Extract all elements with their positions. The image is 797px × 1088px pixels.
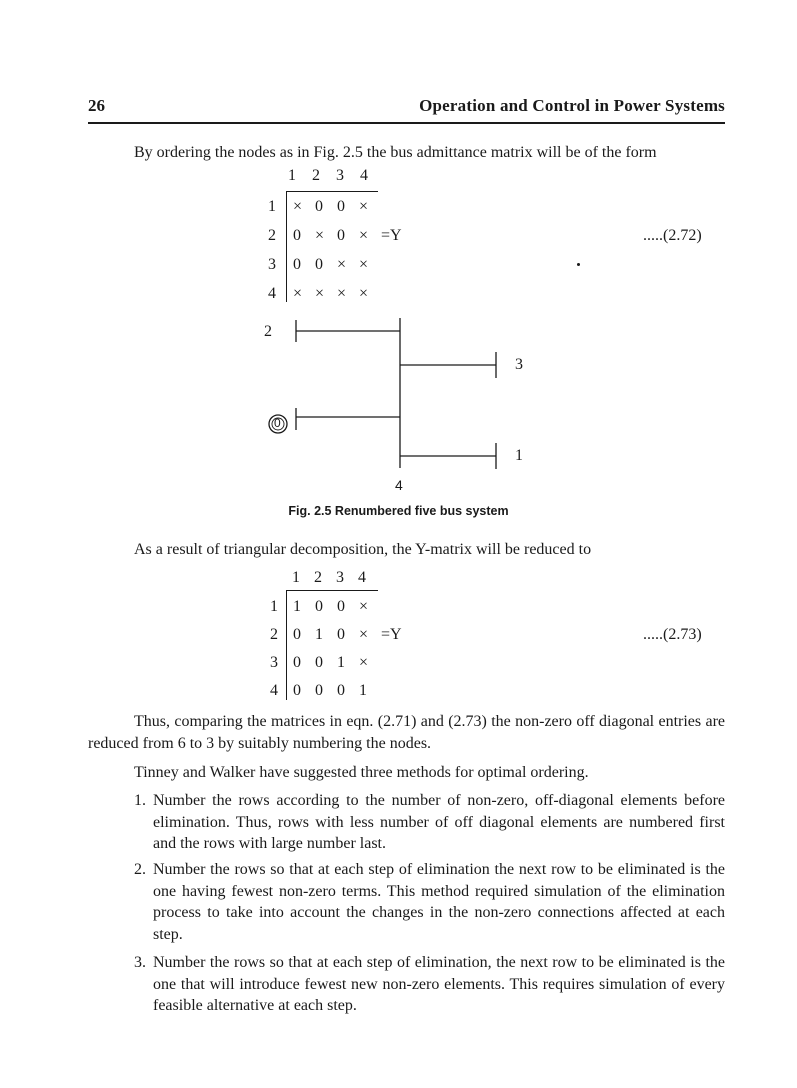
bus-label-0: 0 <box>274 416 281 430</box>
m1-top-rule <box>286 191 378 192</box>
m1-cell: 0 <box>337 198 345 215</box>
bus-label-4: 4 <box>395 477 403 493</box>
tinney-paragraph: Tinney and Walker have suggested three methods for optimal ordering. <box>134 764 589 781</box>
m2-cell: × <box>359 626 369 643</box>
m2-rhs: =Y <box>381 626 402 643</box>
running-title: Operation and Control in Power Systems <box>419 96 725 115</box>
bus-label-1: 1 <box>515 447 523 464</box>
m1-row-label-3: 3 <box>268 256 276 273</box>
m2-cell: 0 <box>293 626 301 643</box>
m2-cell: 0 <box>293 654 301 671</box>
m1-rhs: =Y <box>381 227 402 244</box>
list-number: 1. <box>134 792 146 809</box>
m1-cell: 0 <box>315 256 323 273</box>
m1-cell: × <box>359 198 369 215</box>
m2-cell: 1 <box>315 626 323 643</box>
bus-diagram <box>250 310 550 500</box>
m2-cell: 0 <box>337 598 345 615</box>
m1-cell: 0 <box>337 227 345 244</box>
bus-label-3: 3 <box>515 356 523 373</box>
m1-cell: 0 <box>293 256 301 273</box>
list-text: Number the rows so that at each step of elimination the next row to be eliminated is the one having fewest non-zero terms. This method required simulation of the elimination process to take into account the changes in the non-zero connections affected at each step. <box>153 861 725 943</box>
m1-row-label-1: 1 <box>268 198 276 215</box>
m1-cell: × <box>359 256 369 273</box>
m2-cell: 0 <box>337 682 345 699</box>
m1-cell: × <box>293 285 303 302</box>
list-item <box>134 790 725 855</box>
m2-cell: 0 <box>315 598 323 615</box>
stray-dot <box>577 263 580 266</box>
figure-caption: Fig. 2.5 Renumbered five bus system <box>288 504 509 518</box>
m2-cell: 0 <box>315 682 323 699</box>
m1-cell: 0 <box>315 198 323 215</box>
m1-cell: × <box>315 227 325 244</box>
m2-cell: 1 <box>337 654 345 671</box>
list-item <box>134 952 725 1017</box>
header-rule <box>88 122 725 124</box>
m1-cell: × <box>359 227 369 244</box>
intro-paragraph: By ordering the nodes as in Fig. 2.5 the bus admittance matrix will be of the form <box>134 144 657 161</box>
m1-row-label-4: 4 <box>268 285 276 302</box>
page-number: 26 <box>88 96 105 115</box>
m2-top-rule <box>286 590 378 591</box>
triangular-paragraph: As a result of triangular decomposition, the Y-matrix will be reduced to <box>134 541 592 558</box>
m2-row-label-1: 1 <box>270 598 278 615</box>
m1-cell: × <box>359 285 369 302</box>
equation-number-2-72: .....(2.72) <box>643 227 702 244</box>
m1-row-label-2: 2 <box>268 227 276 244</box>
m2-row-label-3: 3 <box>270 654 278 671</box>
m2-row-label-4: 4 <box>270 682 278 699</box>
m1-cell: 0 <box>293 227 301 244</box>
m2-cell: × <box>359 654 369 671</box>
m1-cell: × <box>337 285 347 302</box>
m2-cell: 0 <box>337 626 345 643</box>
m1-cell: × <box>315 285 325 302</box>
list-number: 3. <box>134 954 146 971</box>
m2-col-2: 2 <box>314 569 322 586</box>
m2-left-rule <box>286 590 287 700</box>
m2-col-4: 4 <box>358 569 366 586</box>
m2-cell: × <box>359 598 369 615</box>
list-number: 2. <box>134 861 146 878</box>
m1-cell: × <box>337 256 347 273</box>
m1-col-2: 2 <box>312 167 320 184</box>
comparing-paragraph: Thus, comparing the matrices in eqn. (2.71) and (2.73) the non-zero off diagonal entries are reduced from 6 to 3 by suitably numbering the nodes. <box>88 713 725 752</box>
equation-number-2-73: .....(2.73) <box>643 626 702 643</box>
m2-col-3: 3 <box>336 569 344 586</box>
m2-row-label-2: 2 <box>270 626 278 643</box>
m1-col-1: 1 <box>288 167 296 184</box>
m1-left-rule <box>286 191 287 302</box>
m2-col-1: 1 <box>292 569 300 586</box>
list-item <box>134 859 725 945</box>
m2-cell: 1 <box>359 682 367 699</box>
m1-cell: × <box>293 198 303 215</box>
m2-cell: 0 <box>293 682 301 699</box>
m2-cell: 0 <box>315 654 323 671</box>
m1-col-4: 4 <box>360 167 368 184</box>
list-text: Number the rows according to the number of non-zero, off-diagonal elements before elimination. Thus, rows with less number of off diagonal elements are numbered first and the rows with large number last. <box>153 792 725 852</box>
bus-label-2: 2 <box>264 323 272 340</box>
m1-col-3: 3 <box>336 167 344 184</box>
m2-cell: 1 <box>293 598 301 615</box>
list-text: Number the rows so that at each step of elimination, the next row to be eliminated is the one that will introduce fewest new non-zero elements. This requires simulation of every feasible alternative at each step. <box>153 954 725 1014</box>
